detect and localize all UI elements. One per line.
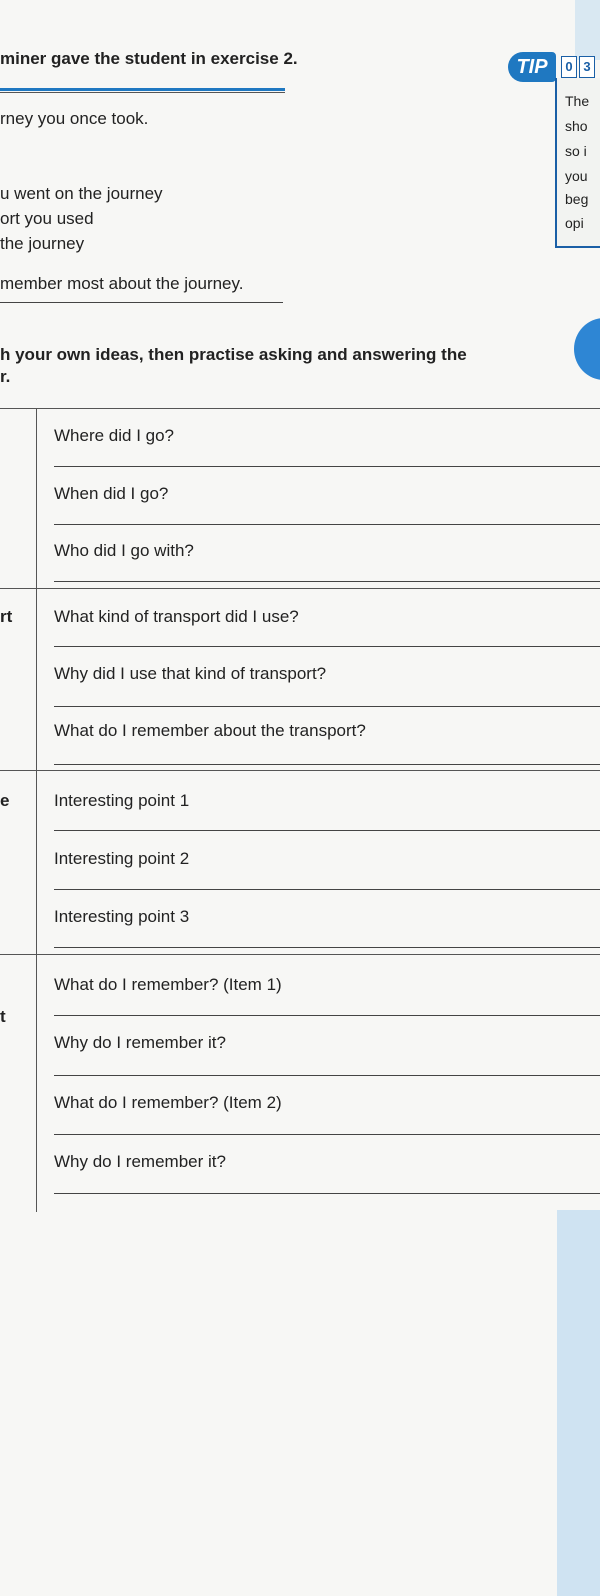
table-row-question: What do I remember about the transport? bbox=[54, 721, 366, 740]
tip-text: beg bbox=[565, 191, 589, 207]
tip-badge: TIP bbox=[508, 52, 556, 82]
answer-line[interactable] bbox=[54, 524, 600, 525]
answer-line[interactable] bbox=[54, 947, 600, 948]
section-label: rt bbox=[0, 607, 13, 626]
table-row-question: Why do I remember it? bbox=[54, 1152, 226, 1171]
tip-text: The bbox=[565, 93, 590, 109]
tip-text: opi bbox=[565, 215, 584, 231]
tip-digit: 0 bbox=[561, 56, 577, 78]
table-row-question: What kind of transport did I use? bbox=[54, 607, 299, 626]
blue-underline bbox=[0, 88, 285, 91]
table-row-question: When did I go? bbox=[54, 484, 169, 503]
answer-line[interactable] bbox=[54, 889, 600, 890]
table-row-question: Why do I remember it? bbox=[54, 1033, 226, 1052]
answer-line[interactable] bbox=[54, 581, 600, 582]
header-line-6: member most about the journey. bbox=[0, 274, 244, 293]
header-line-2: rney you once took. bbox=[0, 109, 149, 128]
table-row-question: What do I remember? (Item 1) bbox=[54, 975, 282, 994]
tip-text: sho bbox=[565, 118, 588, 134]
tip-text: you bbox=[565, 168, 588, 184]
section-divider bbox=[0, 954, 600, 955]
table-row-question: Interesting point 3 bbox=[54, 907, 190, 926]
tip-box bbox=[555, 78, 600, 248]
table-row-question: Where did I go? bbox=[54, 426, 175, 445]
table-row-question: Why did I use that kind of transport? bbox=[54, 664, 327, 683]
answer-line[interactable] bbox=[54, 1134, 600, 1135]
header-line-1: miner gave the student in exercise 2. bbox=[0, 49, 298, 68]
answer-line[interactable] bbox=[54, 764, 600, 765]
tip-digit: 3 bbox=[579, 56, 595, 78]
section-divider bbox=[0, 770, 600, 771]
page-edge-pattern bbox=[557, 1210, 600, 1596]
tip-text: so i bbox=[565, 143, 587, 159]
header-line-5: the journey bbox=[0, 234, 85, 253]
table-column-divider bbox=[36, 409, 37, 1212]
table-top-border bbox=[0, 408, 600, 409]
answer-line[interactable] bbox=[54, 1193, 600, 1194]
section-label: e bbox=[0, 791, 10, 810]
answer-line[interactable] bbox=[54, 1015, 600, 1016]
blue-circle-decoration bbox=[574, 318, 600, 380]
answer-line[interactable] bbox=[54, 466, 600, 467]
answer-line bbox=[0, 302, 283, 303]
table-row-question: What do I remember? (Item 2) bbox=[54, 1093, 282, 1112]
section-divider bbox=[0, 588, 600, 589]
section-label: t bbox=[0, 1007, 6, 1026]
page-edge-decoration bbox=[575, 0, 600, 60]
table-row-question: Interesting point 1 bbox=[54, 791, 190, 810]
table-row-question: Interesting point 2 bbox=[54, 849, 190, 868]
answer-line[interactable] bbox=[54, 830, 600, 831]
header-line-4: ort you used bbox=[0, 209, 94, 228]
answer-line[interactable] bbox=[54, 706, 600, 707]
answer-line bbox=[0, 92, 285, 93]
instruction-line-1: h your own ideas, then practise asking and answering the bbox=[0, 345, 467, 364]
header-line-3: u went on the journey bbox=[0, 184, 163, 203]
instruction-line-2: r. bbox=[0, 367, 11, 386]
answer-line[interactable] bbox=[54, 646, 600, 647]
table-row-question: Who did I go with? bbox=[54, 541, 194, 560]
tip-number bbox=[561, 56, 595, 78]
answer-line[interactable] bbox=[54, 1075, 600, 1076]
